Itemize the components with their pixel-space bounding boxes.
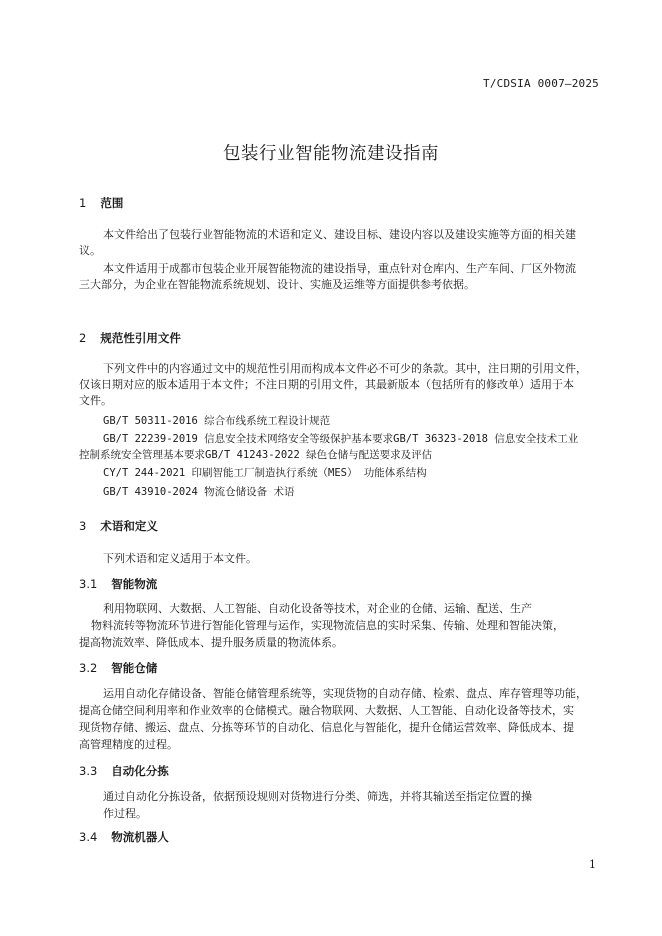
term-3-2-title: 智能仓储 bbox=[111, 661, 158, 675]
reference-4: GB/T 43910-2024 物流仓储设备 术语 bbox=[103, 486, 295, 498]
term-3-3-line-2: 作过程。 bbox=[103, 807, 147, 820]
section-1-para-1-line-1: 本文件给出了包装行业智能物流的术语和定义、建设目标、建设内容以及建设实施等方面的相关建 bbox=[103, 228, 576, 241]
section-2-heading bbox=[79, 330, 181, 346]
section-2-intro-line-2: 仅该日期对应的版本适用于本文件；不注日期的引用文件，其最新版本（包括所有的修改单）适用于本 bbox=[79, 378, 574, 391]
page-number: 1 bbox=[589, 858, 596, 871]
section-1-number: 1 bbox=[79, 196, 87, 210]
section-2-number: 2 bbox=[79, 331, 87, 345]
standard-number: T/CDSIA 0007—2025 bbox=[483, 77, 599, 90]
term-3-1-title: 智能物流 bbox=[111, 577, 158, 591]
section-3-intro: 下列术语和定义适用于本文件。 bbox=[103, 552, 257, 565]
term-3-1-line-1: 利用物联网、大数据、人工智能、自动化设备等技术，对企业的仓储、运输、配送、生产 bbox=[103, 602, 532, 615]
section-1-para-1-line-2: 议。 bbox=[79, 244, 101, 257]
section-2-intro-line-3: 文件。 bbox=[79, 394, 112, 407]
document-title: 包装行业智能物流建设指南 bbox=[223, 144, 439, 164]
term-3-3-line-1: 通过自动化分拣设备，依据预设规则对货物进行分类、筛选，并将其输送至指定位置的操 bbox=[103, 790, 532, 803]
term-3-2-line-4: 高管理精度的过程。 bbox=[79, 738, 178, 751]
term-3-2-heading bbox=[79, 660, 157, 676]
section-1-title: 范围 bbox=[100, 196, 124, 210]
term-3-2-line-2: 提高仓储空间利用率和作业效率的仓储模式。融合物联网、大数据、人工智能、自动化设备等技术，实 bbox=[79, 704, 574, 717]
term-3-1-line-2: 物料流转等物流环节进行智能化管理与运作，实现物流信息的实时采集、传输、处理和智能决策， bbox=[91, 619, 564, 632]
term-3-1-number: 3.1 bbox=[79, 577, 98, 591]
term-3-2-line-1: 运用自动化存储设备、智能仓储管理系统等，实现货物的自动存储、检索、盘点、库存管理等功能， bbox=[103, 687, 587, 700]
term-3-4-number: 3.4 bbox=[79, 830, 98, 844]
term-3-3-heading bbox=[79, 763, 169, 779]
reference-1: GB/T 50311-2016 综合布线系统工程设计规范 bbox=[103, 415, 331, 427]
section-1-para-2-line-1: 本文件适用于成都市包装企业开展智能物流的建设指导，重点针对仓库内、生产车间、厂区外物流 bbox=[103, 262, 576, 275]
reference-2-line-2: 控制系统安全管理基本要求GB/T 41243-2022 绿色仓储与配送要求及评估 bbox=[79, 449, 433, 461]
term-3-4-title: 物流机器人 bbox=[111, 830, 169, 844]
term-3-2-line-3: 现货物存储、搬运、盘点、分拣等环节的自动化、信息化与智能化，提升仓储运营效率、降低成本、提 bbox=[79, 721, 574, 734]
section-1-heading bbox=[79, 195, 123, 211]
term-3-1-line-3: 提高物流效率、降低成本、提升服务质量的物流体系。 bbox=[79, 636, 343, 649]
reference-2-line-1: GB/T 22239-2019 信息安全技术网络安全等级保护基本要求GB/T 36323-2018 信息安全技术工业 bbox=[103, 433, 579, 445]
term-3-1-heading bbox=[79, 576, 157, 592]
section-3-heading bbox=[79, 518, 158, 534]
section-2-title: 规范性引用文件 bbox=[100, 331, 181, 345]
term-3-3-title: 自动化分拣 bbox=[111, 764, 169, 778]
term-3-3-number: 3.3 bbox=[79, 764, 98, 778]
section-2-intro-line-1: 下列文件中的内容通过文中的规范性引用而构成本文件必不可少的条款。其中，注日期的引用文件， bbox=[103, 362, 587, 375]
section-1-para-2-line-2: 三大部分，为企业在智能物流系统规划、设计、实施及运维等方面提供参考依据。 bbox=[79, 278, 475, 291]
section-3-title: 术语和定义 bbox=[100, 519, 158, 533]
section-3-number: 3 bbox=[79, 519, 87, 533]
reference-3: CY/T 244-2021 印刷智能工厂制造执行系统（MES） 功能体系结构 bbox=[103, 467, 427, 479]
term-3-4-heading bbox=[79, 829, 169, 845]
term-3-2-number: 3.2 bbox=[79, 661, 98, 675]
